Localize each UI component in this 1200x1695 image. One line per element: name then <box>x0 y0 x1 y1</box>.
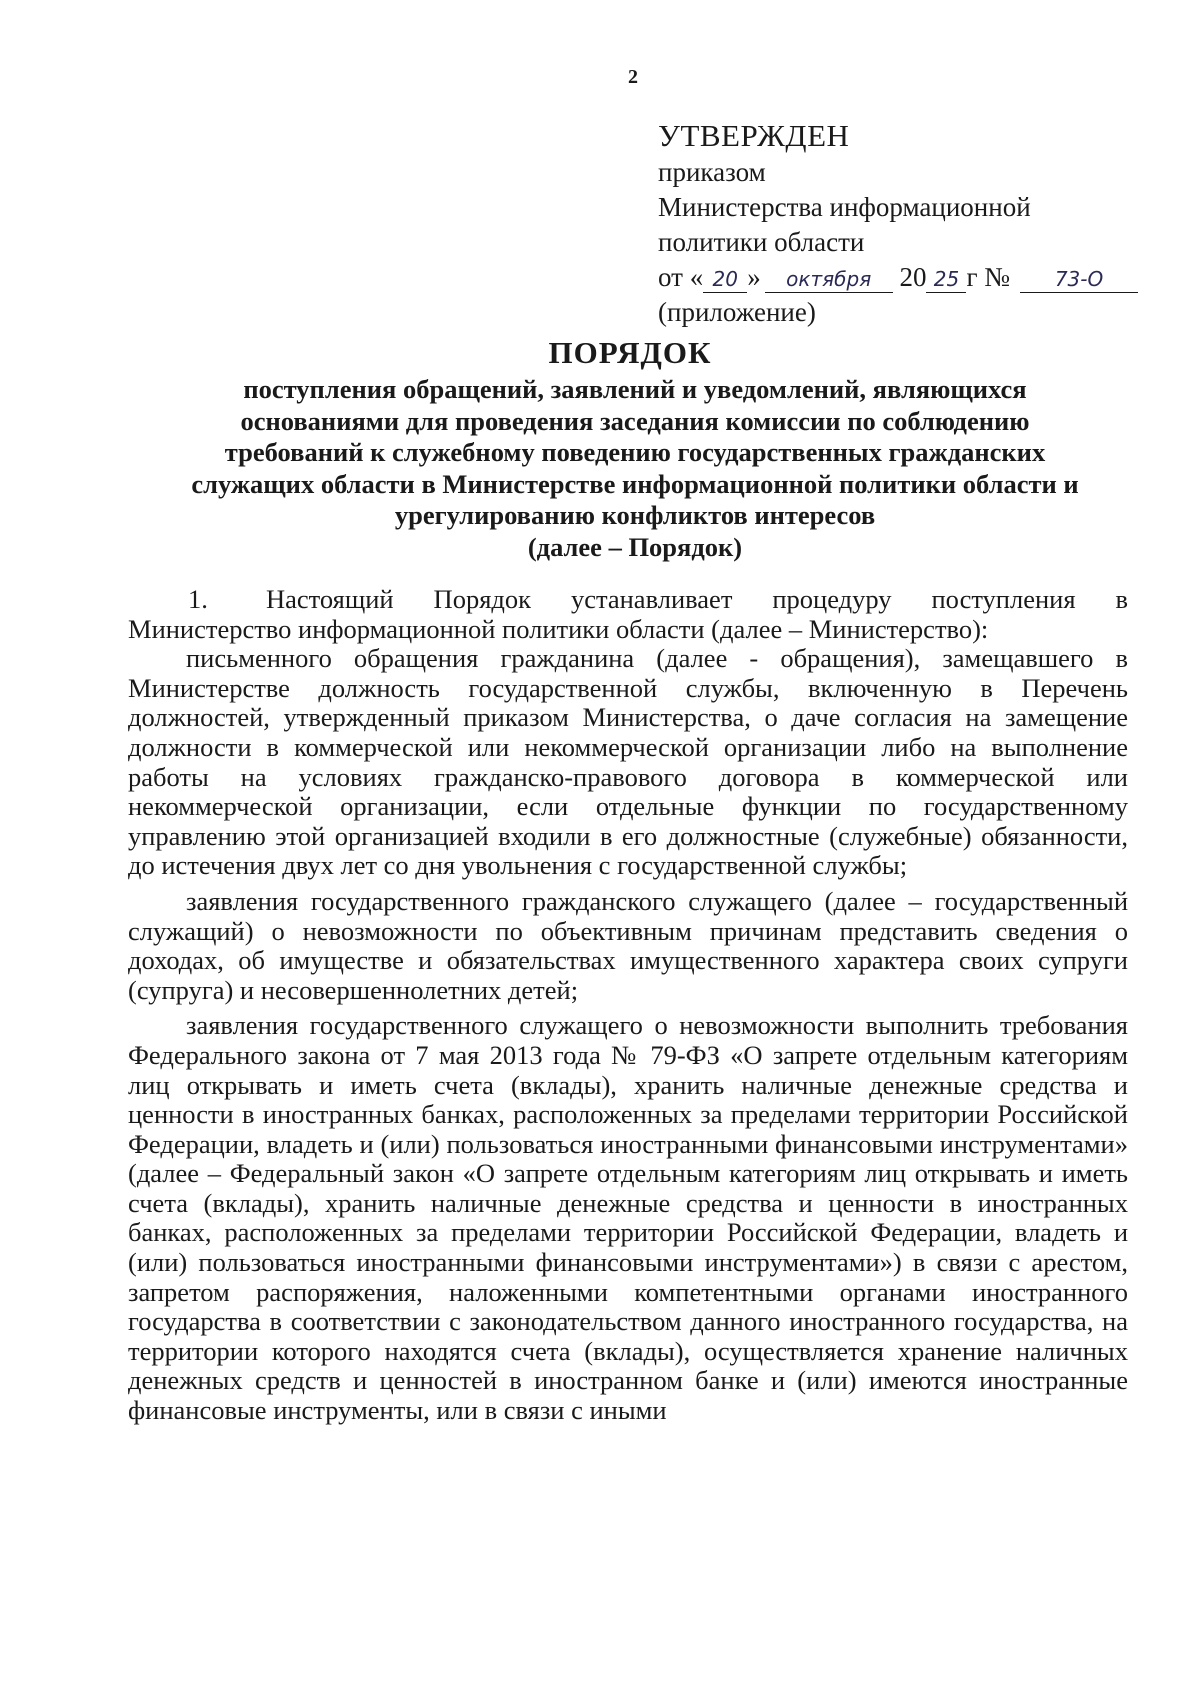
paragraph <box>128 887 1128 1005</box>
date-prefix: от « <box>658 262 704 292</box>
paragraph-text: письменного обращения гражданина (далее - обращения), замещавшего в Министерстве должность государственной службы, включенную в Перечень должностей, утвержденный приказом Министерства, о даче согласия на замещение должности в коммерческой или некоммерческой организации либо на выполнение работы на условиях гражданско-правового договора в коммерческой или некоммерческой организации, если отдельные функции по государственному управлению этой организацией входили в его должностные (служебные) обязанности, до истечения двух лет со дня увольнения с государственной службы; <box>128 643 1128 881</box>
approval-line: Министерства информационной <box>658 192 1031 222</box>
paragraph <box>128 585 1128 644</box>
paragraph <box>128 644 1128 881</box>
approved-heading: УТВЕРЖДЕН <box>658 118 850 153</box>
handwritten-order-number: 73-О <box>1020 266 1138 293</box>
subtitle-line: поступления обращений, заявлений и уведомлений, являющихся <box>243 374 1027 404</box>
paragraph-number: 1. <box>188 584 208 614</box>
approval-stamp-block <box>658 118 1118 330</box>
subtitle-line: служащих области в Министерстве информационной политики области и <box>191 468 1079 499</box>
date-year-prefix: 20 <box>899 262 927 292</box>
handwritten-month: октября <box>765 266 893 293</box>
paragraph-text: заявления государственного служащего о невозможности выполнить требования Федерального закона от 7 мая 2013 года № 79-ФЗ «О запрете отдельным категориям лиц открывать и иметь счета (вклады), хранить наличные денежные средства и ценности в иностранных банках, расположенных за пределами территории Российской Федерации, владеть и (или) пользоваться иностранными финансовыми инструментами» (далее – Федеральный закон «О запрете отдельным категориям лиц открывать и иметь счета (вклады), хранить наличные денежные средства и ценности в иностранных банках, расположенных за пределами территории Российской Федерации, владеть и (или) пользоваться иностранными финансовыми инструментами») в связи с арестом, запретом распоряжения, наложенными компетентными органами иностранного государства в соответствии с законодательством данного иностранного государства, на территории которого находятся счета (вклады), осуществляется хранение наличных денежных средств и ценностей в иностранном банке и (или) имеются иностранные финансовые инструменты, или в связи с иными <box>128 1010 1128 1426</box>
date-year-unit: г № <box>966 262 1011 292</box>
handwritten-year: 25 <box>926 266 966 293</box>
paragraph <box>128 1011 1128 1425</box>
subtitle-line: основаниями для проведения заседания комиссии по соблюдению <box>240 405 1030 436</box>
page-number: 2 <box>628 66 638 88</box>
subtitle-line: урегулированию конфликтов интересов <box>394 500 876 530</box>
document-subtitle <box>140 374 1130 563</box>
document-body <box>128 585 1128 1426</box>
handwritten-day: 20 <box>703 266 747 293</box>
approval-line: приказом <box>658 157 766 187</box>
approval-date-line <box>658 260 1118 295</box>
document-title: ПОРЯДОК <box>548 335 712 370</box>
date-quote-close: » <box>747 262 761 292</box>
appendix-label: (приложение) <box>658 297 816 327</box>
subtitle-line: требований к служебному поведению государственных гражданских <box>224 437 1046 467</box>
approval-line: политики области <box>658 227 865 257</box>
paragraph-text: заявления государственного гражданского служащего (далее – государственный служащий) о невозможности по объективным причинам представить сведения о доходах, об имуществе и обязательствах имущественного характера своих супруги (супруга) и несовершеннолетних детей; <box>128 885 1128 1005</box>
paragraph-text: Настоящий Порядок устанавливает процедуру поступления в Министерство информационной политики области (далее – Министерство): <box>128 584 1128 644</box>
subtitle-line: (далее – Порядок) <box>527 531 743 562</box>
